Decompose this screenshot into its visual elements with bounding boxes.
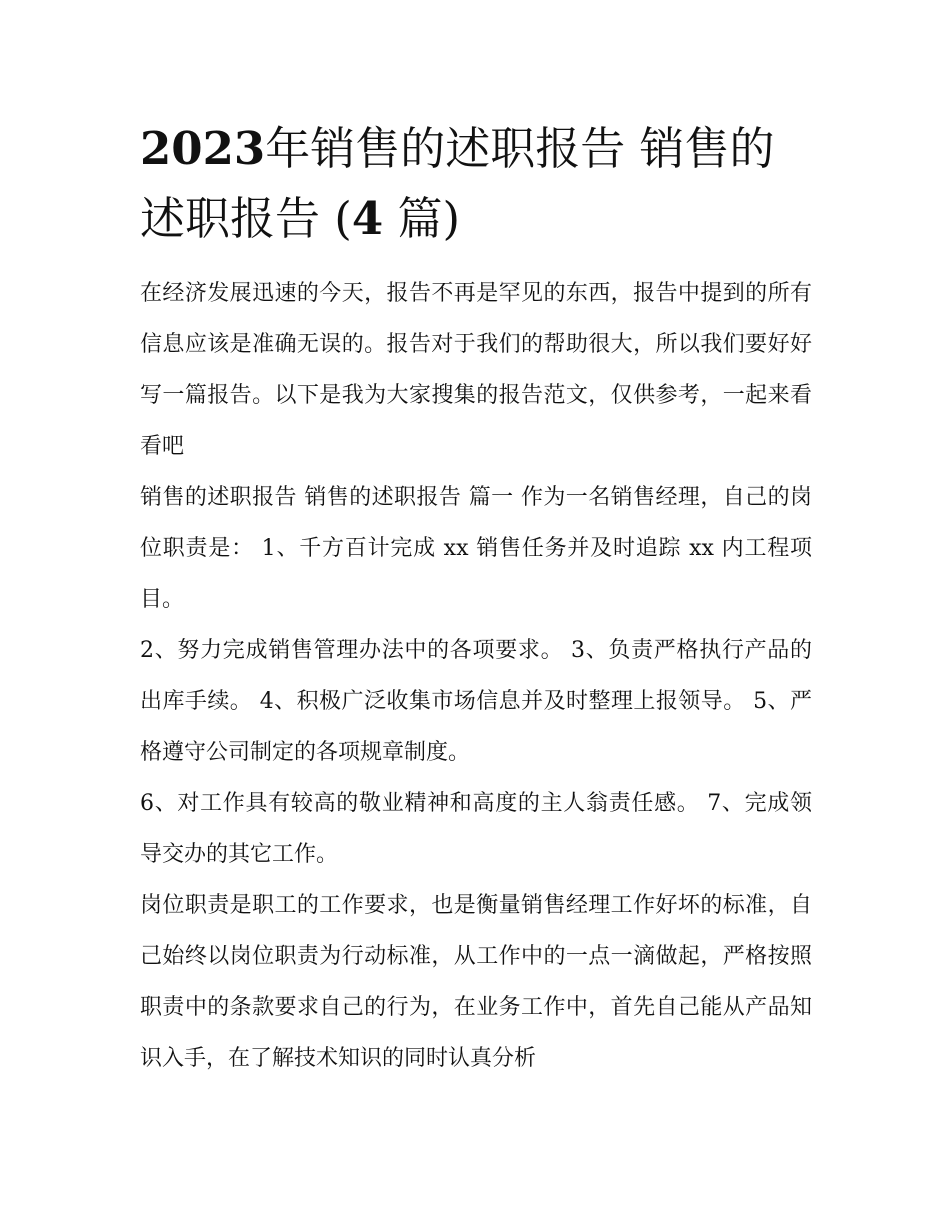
body-paragraph: 6、对工作具有较高的敬业精神和高度的主人翁责任感。 7、完成领导交办的其它工作。 (140, 791, 812, 867)
body-paragraph: 销售的述职报告 销售的述职报告 篇一 作为一名销售经理，自己的岗位职责是： 1、千方百计完成 xx 销售任务并及时追踪 xx 内工程项目。 (140, 485, 812, 612)
title-suffix: 篇) (383, 192, 461, 245)
title-count: 4 (351, 192, 384, 245)
body-paragraph: 2、努力完成销售管理办法中的各项要求。 3、负责严格执行产品的出库手续。 4、积极广泛收集市场信息并及时整理上报领导。 5、严格遵守公司制定的各项规章制度。 (140, 638, 812, 765)
intro-paragraph: 在经济发展迅速的今天，报告不再是罕见的东西，报告中提到的所有信息应该是准确无误的。报告对于我们的帮助很大，所以我们要好好写一篇报告。以下是我为大家搜集的报告范文，仅供参考，一起来看看吧 (140, 281, 812, 459)
document-content (140, 114, 812, 1084)
document-title (140, 114, 812, 254)
body-paragraph: 岗位职责是职工的工作要求，也是衡量销售经理工作好坏的标准，自己始终以岗位职责为行动标准，从工作中的一点一滴做起，严格按照职责中的条款要求自己的行为，在业务工作中，首先自己能从产品知识入手，在了解技术知识的同时认真分析 (140, 893, 812, 1071)
title-year: 2023 (140, 122, 266, 175)
title-text: 年销售的述职报告 销售的述职报告 ( (140, 122, 775, 245)
